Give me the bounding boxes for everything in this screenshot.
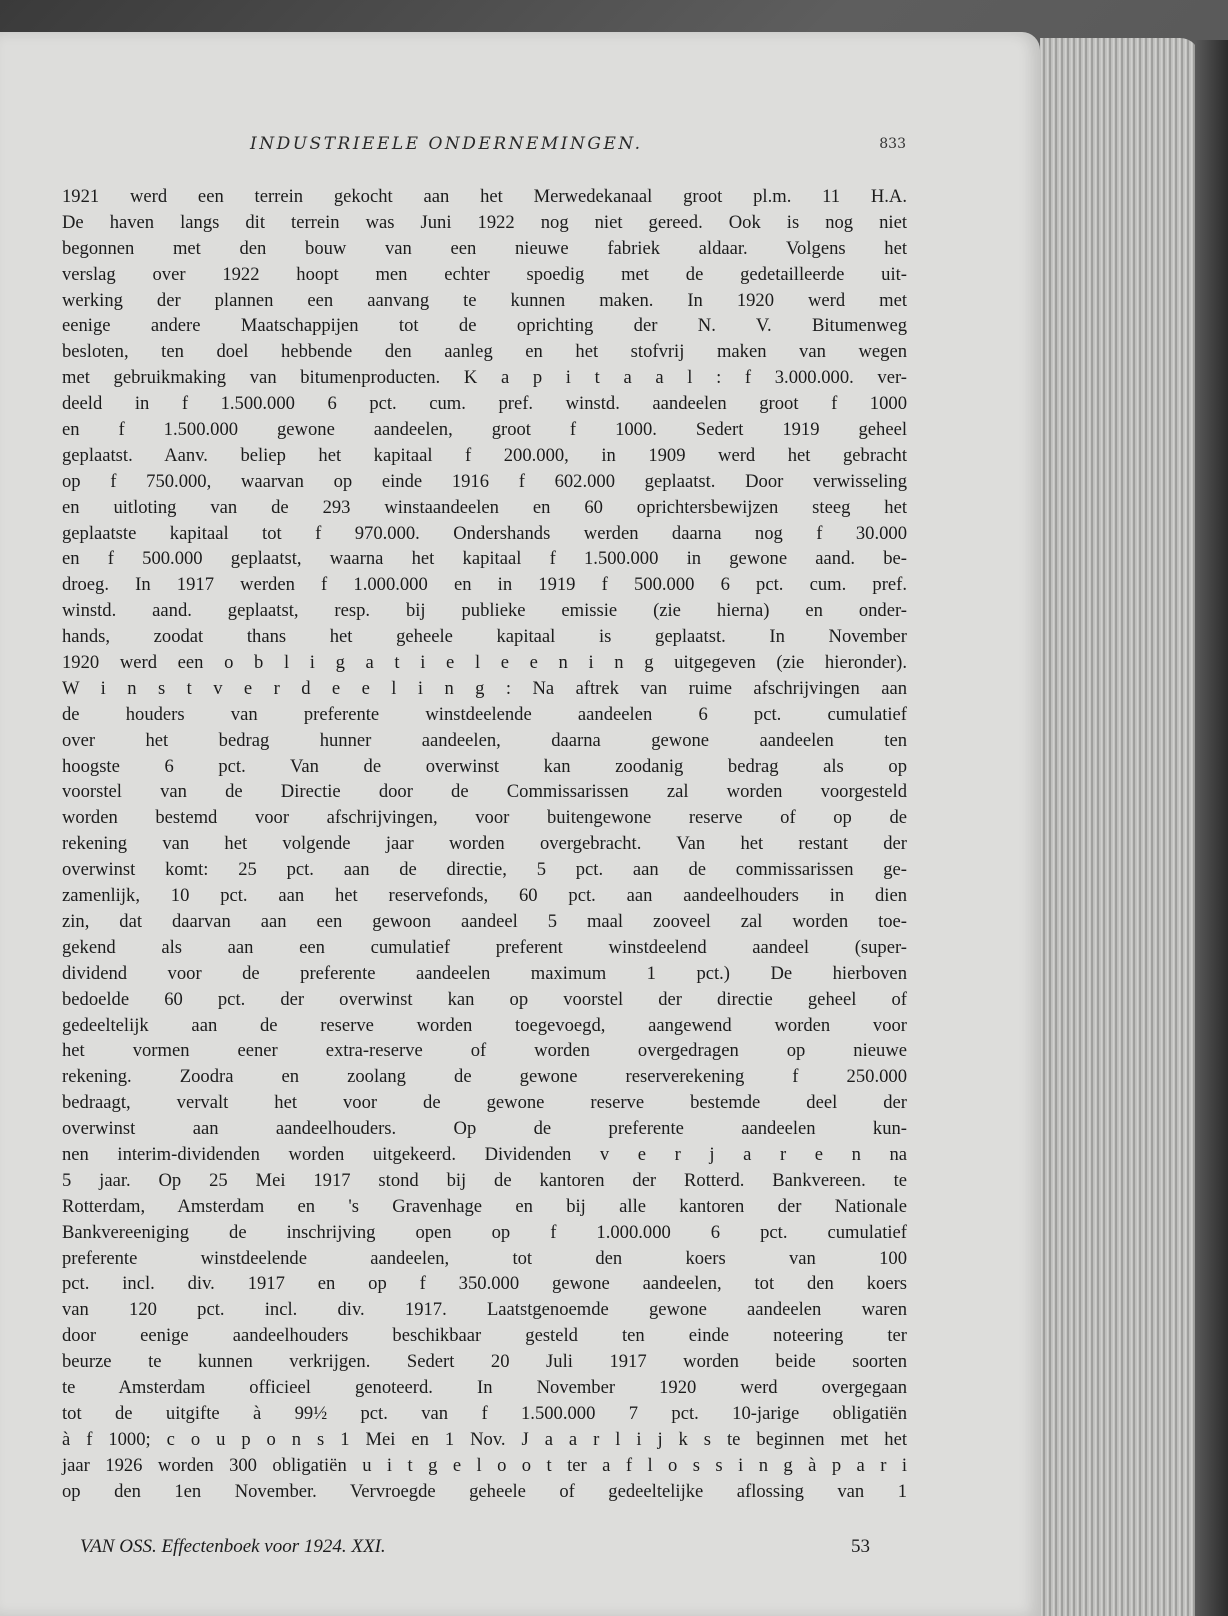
body-line: à f 1000; c o u p o n s 1 Mei en 1 Nov. J a a r l i j k s te beginnen met het <box>62 1428 907 1450</box>
page-footer <box>80 1536 870 1566</box>
body-line: het vormen eener extra-reserve of worden overgedragen op nieuwe <box>62 1040 907 1062</box>
body-line: overwinst komt: 25 pct. aan de directie, 5 pct. aan de commissarissen ge- <box>62 859 907 881</box>
body-line: rekening. Zoodra en zoolang de gewone reserverekening f 250.000 <box>62 1066 907 1088</box>
body-line: en f 500.000 geplaatst, waarna het kapitaal f 1.500.000 in gewone aand. be- <box>62 548 907 570</box>
body-line: rekening van het volgende jaar worden overgebracht. Van het restant der <box>62 833 907 855</box>
body-line: en f 1.500.000 gewone aandeelen, groot f 1000. Sedert 1919 geheel <box>62 419 907 441</box>
body-line: jaar 1926 worden 300 obligatiën u i t g e l o o t ter a f l o s s i n g à p a r i <box>62 1454 907 1476</box>
body-line: preferente winstdeelende aandeelen, tot den koers van 100 <box>62 1247 907 1269</box>
body-line: gekend als aan een cumulatief preferent winstdeelend aandeel (super- <box>62 936 907 958</box>
footer-signature-number: 53 <box>851 1536 870 1557</box>
body-line: W i n s t v e r d e e l i n g : Na aftrek van ruime afschrijvingen aan <box>62 677 907 699</box>
running-head-page-number: 833 <box>879 136 906 152</box>
body-line: gedeeltelijk aan de reserve worden toegevoegd, aangewend worden voor <box>62 1014 907 1036</box>
body-line: van 120 pct. incl. div. 1917. Laatstgenoemde gewone aandeelen waren <box>62 1299 907 1321</box>
body-line: winstd. aand. geplaatst, resp. bij publieke emissie (zie hierna) en onder- <box>62 600 907 622</box>
body-line: op den 1en November. Vervroegde geheele of gedeeltelijke aflossing van 1 <box>62 1480 907 1502</box>
body-line: en uitloting van de 293 winstaandeelen en 60 oprichtersbewijzen steeg het <box>62 496 907 518</box>
body-line: 1921 werd een terrein gekocht aan het Merwedekanaal groot pl.m. 11 H.A. <box>62 186 907 207</box>
body-line: bedraagt, vervalt het voor de gewone reserve bestemde deel der <box>62 1092 907 1114</box>
body-line: beurze te kunnen verkrijgen. Sedert 20 Juli 1917 worden beide soorten <box>62 1351 907 1373</box>
body-line: worden bestemd voor afschrijvingen, voor buitengewone reserve of op de <box>62 807 907 829</box>
body-line: bedoelde 60 pct. der overwinst kan op voorstel der directie geheel of <box>62 988 907 1010</box>
body-line: geplaatste kapitaal tot f 970.000. Ondershands werden daarna nog f 30.000 <box>62 522 907 544</box>
body-line: zamenlijk, 10 pct. aan het reservefonds, 60 pct. aan aandeelhouders in dien <box>62 885 907 907</box>
body-line: deeld in f 1.500.000 6 pct. cum. pref. winstd. aandeelen groot f 1000 <box>62 393 907 415</box>
running-head-title: INDUSTRIEELE ONDERNEMINGEN. <box>250 134 643 154</box>
body-line <box>62 1504 907 1530</box>
body-line: geplaatst. Aanv. beliep het kapitaal f 200.000, in 1909 werd het gebracht <box>62 444 907 466</box>
body-line: pct. incl. div. 1917 en op f 350.000 gewone aandeelen, tot den koers <box>62 1273 907 1295</box>
body-line: over het bedrag hunner aandeelen, daarna gewone aandeelen ten <box>62 729 907 751</box>
body-line: Rotterdam, Amsterdam en 's Gravenhage en bij alle kantoren der Nationale <box>62 1195 907 1217</box>
body-line: te Amsterdam officieel genoteerd. In November 1920 werd overgegaan <box>62 1376 907 1398</box>
body-line: hands, zoodat thans het geheele kapitaal is geplaatst. In November <box>62 626 907 648</box>
body-line: de houders van preferente winstdeelende aandeelen 6 pct. cumulatief <box>62 703 907 725</box>
body-line: eenige andere Maatschappijen tot de oprichting der N. V. Bitumenweg <box>62 315 907 337</box>
body-line: besloten, ten doel hebbende den aanleg en het stofvrij maken van wegen <box>62 341 907 363</box>
body-line: werking der plannen een aanvang te kunnen maken. In 1920 werd met <box>62 289 907 311</box>
book-spine-shadow <box>1195 40 1228 1616</box>
footer-source: VAN OSS. Effectenboek voor 1924. XXI. <box>80 1536 386 1557</box>
book-page-edges <box>1040 38 1200 1616</box>
body-line: 1920 werd een o b l i g a t i e l e e n i n g uitgegeven (zie hieronder). <box>62 652 907 674</box>
running-head <box>64 132 906 162</box>
body-line: voorstel van de Directie door de Commissarissen zal worden voorgesteld <box>62 781 907 803</box>
body-line: tot de uitgifte à 99½ pct. van f 1.500.000 7 pct. 10-jarige obligatiën <box>62 1402 907 1424</box>
body-line: door eenige aandeelhouders beschikbaar gesteld ten einde noteering ter <box>62 1325 907 1347</box>
body-line: hoogste 6 pct. Van de overwinst kan zoodanig bedrag als op <box>62 755 907 777</box>
body-line: Bankvereeniging de inschrijving open op f 1.000.000 6 pct. cumulatief <box>62 1221 907 1243</box>
body-line: begonnen met den bouw van een nieuwe fabriek aldaar. Volgens het <box>62 237 907 259</box>
body-line: droeg. In 1917 werden f 1.000.000 en in 1919 f 500.000 6 pct. cum. pref. <box>62 574 907 596</box>
body-line: verslag over 1922 hoopt men echter spoedig met de gedetailleerde uit- <box>62 263 907 285</box>
body-line: overwinst aan aandeelhouders. Op de preferente aandeelen kun- <box>62 1118 907 1140</box>
body-line: met gebruikmaking van bitumenproducten. K a p i t a a l : f 3.000.000. ver- <box>62 367 907 389</box>
body-line: De haven langs dit terrein was Juni 1922 nog niet gereed. Ook is nog niet <box>62 211 907 233</box>
body-line: dividend voor de preferente aandeelen maximum 1 pct.) De hierboven <box>62 962 907 984</box>
body-line: op f 750.000, waarvan op einde 1916 f 602.000 geplaatst. Door verwisseling <box>62 470 907 492</box>
body-line: 5 jaar. Op 25 Mei 1917 stond bij de kantoren der Rotterd. Bankvereen. te <box>62 1169 907 1191</box>
body-line: nen interim-dividenden worden uitgekeerd. Dividenden v e r j a r e n na <box>62 1143 907 1165</box>
body-line: zin, dat daarvan aan een gewoon aandeel 5 maal zooveel zal worden toe- <box>62 910 907 932</box>
body-text <box>62 184 907 1530</box>
